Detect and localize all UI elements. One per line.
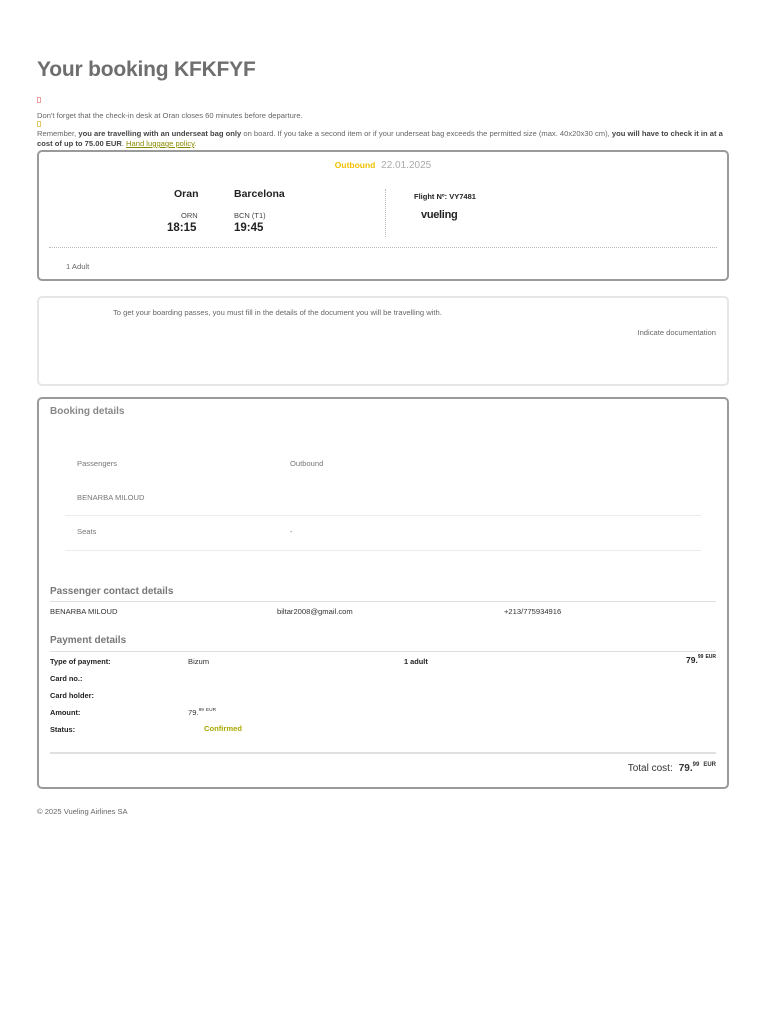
booking-details-title: Booking details — [50, 406, 125, 417]
luggage-note-text: . — [194, 139, 197, 148]
flight-date: 22.01.2025 — [381, 160, 432, 171]
vueling-logo: vueling — [421, 209, 458, 221]
indicate-documentation-button[interactable]: Indicate documentation — [637, 328, 716, 337]
passenger-count: 1 Adult — [66, 262, 90, 271]
total-cost — [628, 763, 716, 774]
amount-int: 79. — [188, 708, 199, 717]
contact-email: biltar2008@gmail.com — [277, 607, 353, 616]
payment-details-title: Payment details — [50, 635, 127, 646]
amount-dec: 99 — [198, 708, 204, 713]
page-title: Your booking KFKFYF — [37, 58, 256, 81]
departure-time: 18:15 — [167, 222, 197, 234]
table-divider — [65, 515, 701, 516]
total-cost-int: 79. — [678, 763, 693, 774]
hand-luggage-policy-link[interactable]: Hand luggage policy — [126, 139, 195, 148]
amount-label: Amount: — [50, 708, 81, 717]
amount-value — [188, 708, 216, 717]
payment-divider — [50, 651, 716, 652]
total-cost-value — [679, 763, 700, 774]
contact-details-title: Passenger contact details — [50, 586, 174, 597]
booking-details-card — [37, 397, 729, 789]
footer-copyright: © 2025 Vueling Airlines SA — [37, 807, 128, 816]
destination-city: Barcelona — [234, 188, 285, 200]
checkin-note: Don't forget that the check-in desk at Oran closes 60 minutes before departure. — [37, 111, 303, 120]
outbound-label: Outbound — [334, 160, 376, 170]
table-divider — [65, 550, 701, 551]
luggage-note — [37, 129, 729, 149]
info-marker-icon — [37, 121, 41, 127]
origin-city: Oran — [174, 188, 199, 200]
flight-number: Flight Nº: VY7481 — [414, 192, 476, 201]
documents-card — [37, 296, 729, 386]
flight-card — [37, 150, 729, 281]
luggage-note-text: Remember, — [37, 129, 79, 138]
flight-direction — [39, 160, 727, 171]
fare-price-currency: EUR — [705, 654, 716, 660]
total-divider — [50, 752, 716, 754]
luggage-note-text: . — [121, 139, 127, 148]
luggage-note-bold: you are travelling with an underseat bag only — [78, 129, 242, 138]
total-cost-dec: 99 — [692, 762, 700, 768]
contact-phone: +213/775934916 — [504, 607, 562, 616]
contact-name: BENARBA MILOUD — [50, 607, 118, 616]
outbound-column-header: Outbound — [290, 459, 324, 468]
seats-label: Seats — [77, 527, 97, 536]
contact-divider — [50, 601, 716, 602]
status-badge: Confirmed — [204, 724, 242, 733]
total-cost-currency: EUR — [703, 762, 716, 768]
status-label: Status: — [50, 725, 76, 734]
destination-code: BCN (T1) — [234, 211, 266, 220]
flight-divider — [385, 189, 386, 237]
payment-type-label: Type of payment: — [50, 657, 111, 666]
total-cost-label: Total cost: — [627, 763, 673, 774]
amount-currency: EUR — [205, 708, 217, 713]
passenger-name: BENARBA MILOUD — [77, 493, 145, 502]
passengers-column-header: Passengers — [77, 459, 118, 468]
fare-price-int: 79. — [686, 655, 698, 665]
card-holder-label: Card holder: — [50, 691, 94, 700]
alert-marker-icon — [37, 97, 41, 103]
seats-value: - — [290, 527, 293, 536]
documents-message: To get your boarding passes, you must fill in the details of the document you will be travelling with. — [113, 308, 442, 317]
fare-label: 1 adult — [404, 657, 428, 666]
luggage-note-bold: you will have to check it in at a cost of up to 75.00 EUR — [37, 129, 723, 148]
flight-card-divider — [49, 247, 717, 248]
origin-code: ORN — [181, 211, 198, 220]
fare-price — [686, 655, 716, 665]
card-number-label: Card no.: — [50, 674, 83, 683]
payment-type-value: Bizum — [188, 657, 210, 666]
arrival-time: 19:45 — [234, 222, 264, 234]
fare-price-dec: 99 — [697, 654, 704, 660]
luggage-note-text: on board. If you take a second item or if your underseat bag exceeds the permitted size (max. 40x20x30 cm), — [241, 129, 612, 138]
